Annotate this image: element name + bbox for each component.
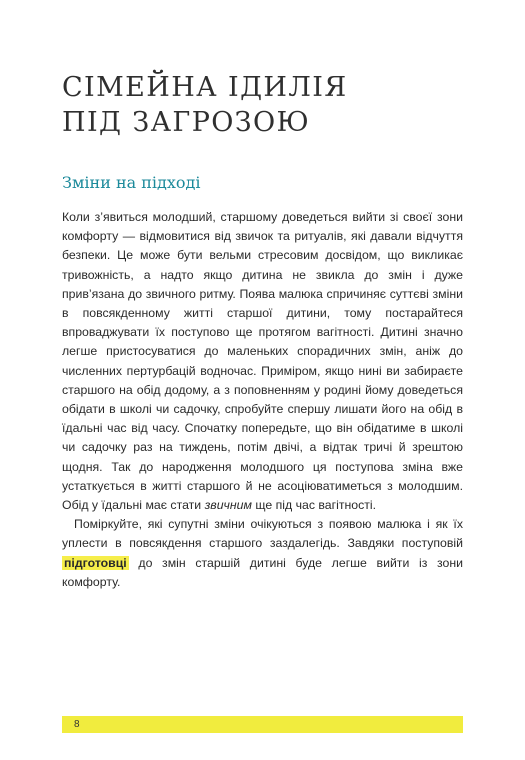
paragraph-2-text-before: Поміркуйте, які супутні зміни очікуються з появою малюка і як їх уплести в повсякдення старшого заздалегідь. Завдяки поступовій: [62, 517, 463, 551]
chapter-title-line-1: СІМЕЙНА ІДИЛІЯ: [62, 72, 348, 103]
chapter-title-line-2: ПІД ЗАГРОЗОЮ: [62, 107, 311, 138]
page-number: 8: [74, 719, 80, 730]
highlighted-term: підготовці: [64, 555, 127, 570]
footer-bar: [62, 716, 463, 733]
section-heading: Зміни на підході: [62, 173, 201, 192]
paragraph-2-text-after: до змін старшій дитині буде легше вийти із зони комфорту.: [62, 555, 463, 589]
chapter-title: [62, 70, 348, 140]
paragraph-1: [62, 208, 463, 515]
body-text: [62, 208, 463, 592]
paragraph-1-emphasis: звичним: [204, 498, 252, 513]
paragraph-1-text-end: ще під час вагітності.: [251, 498, 377, 513]
paragraph-1-text: Коли з’явиться молодший, старшому доведеться вийти зі своєї зони комфорту — відмовитися від звичок та ритуалів, які давали відчуття безпеки. Це може бути вельми стресовим досвідом, що викликає тривожність, а надто якщо дитина не звикла до змін і дуже прив’язана до звичного ритму. Поява малюка спричиняє суттєві зміни в повсякденному житті старшої дитини, тому постарайтеся впроваджувати їх поступово ще протягом вагітності. Дитині значно легше пристосуватися до маленьких спорадичних змін, аніж до численних пертурбацій водночас. Приміром, якщо нині ви забираєте старшого на обід додому, а з поповненням у родині йому доведеться обідати в школі чи садочку, спробуйте спершу лишати його на обід в їдальні час від часу. Спочатку попередьте, що він обідатиме в школі чи садочку раз на тиждень, потім двічі, а відтак тричі й зрештою щодня. Так до народження молодшого ця поступова зміна вже устаткується в житті старшого й не асоціюватиметься з молодшим. Обід у їдальні має стати: [62, 210, 463, 513]
paragraph-2: [62, 515, 463, 592]
